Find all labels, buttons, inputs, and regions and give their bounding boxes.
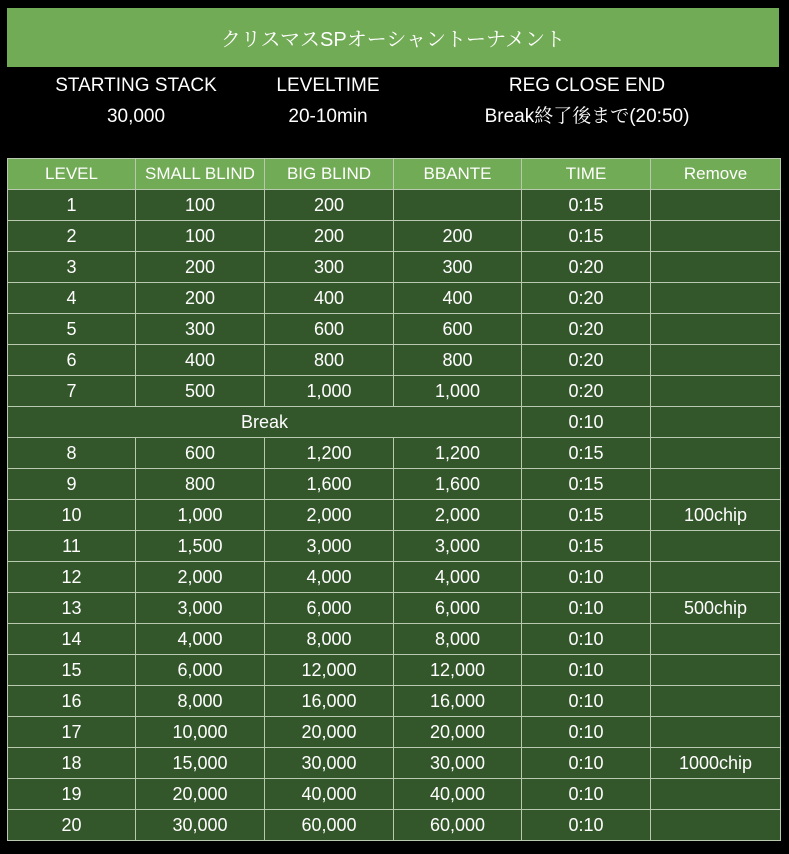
cell-bbante: 20,000 (394, 717, 522, 748)
cell-big-blind: 20,000 (265, 717, 394, 748)
cell-remove: 500chip (651, 593, 781, 624)
cell-level: 18 (8, 748, 136, 779)
cell-remove (651, 686, 781, 717)
cell-remove (651, 562, 781, 593)
cell-remove (651, 283, 781, 314)
cell-big-blind: 60,000 (265, 810, 394, 841)
cell-bbante: 12,000 (394, 655, 522, 686)
header-remove: Remove (651, 159, 781, 190)
cell-level: 6 (8, 345, 136, 376)
cell-level: 17 (8, 717, 136, 748)
cell-level: 16 (8, 686, 136, 717)
cell-small-blind: 20,000 (136, 779, 265, 810)
cell-level: 1 (8, 190, 136, 221)
cell-small-blind: 6,000 (136, 655, 265, 686)
cell-remove (651, 717, 781, 748)
cell-bbante: 4,000 (394, 562, 522, 593)
cell-big-blind: 400 (265, 283, 394, 314)
cell-big-blind: 800 (265, 345, 394, 376)
cell-small-blind: 300 (136, 314, 265, 345)
cell-big-blind: 16,000 (265, 686, 394, 717)
cell-small-blind: 500 (136, 376, 265, 407)
cell-bbante: 800 (394, 345, 522, 376)
cell-bbante: 1,000 (394, 376, 522, 407)
table-row (8, 190, 781, 221)
table-row (8, 252, 781, 283)
cell-level: 15 (8, 655, 136, 686)
cell-big-blind: 600 (265, 314, 394, 345)
cell-time: 0:10 (522, 655, 651, 686)
cell-big-blind: 8,000 (265, 624, 394, 655)
cell-big-blind: 200 (265, 190, 394, 221)
cell-bbante: 16,000 (394, 686, 522, 717)
cell-bbante: 8,000 (394, 624, 522, 655)
break-row (8, 407, 781, 438)
cell-level: 20 (8, 810, 136, 841)
cell-remove (651, 190, 781, 221)
table-row (8, 438, 781, 469)
cell-time: 0:20 (522, 314, 651, 345)
cell-bbante: 6,000 (394, 593, 522, 624)
tournament-title: クリスマスSPオーシャントーナメント (7, 8, 779, 67)
cell-small-blind: 8,000 (136, 686, 265, 717)
cell-big-blind: 4,000 (265, 562, 394, 593)
cell-bbante: 40,000 (394, 779, 522, 810)
cell-time: 0:10 (522, 686, 651, 717)
cell-small-blind: 600 (136, 438, 265, 469)
cell-small-blind: 200 (136, 283, 265, 314)
header-small-blind: SMALL BLIND (136, 159, 265, 190)
table-row (8, 376, 781, 407)
table-row (8, 686, 781, 717)
table-row (8, 469, 781, 500)
starting-stack-label: STARTING STACK (55, 75, 217, 96)
cell-remove (651, 624, 781, 655)
cell-remove (651, 779, 781, 810)
table-row (8, 748, 781, 779)
cell-level: 8 (8, 438, 136, 469)
cell-time: 0:15 (522, 221, 651, 252)
cell-small-blind: 2,000 (136, 562, 265, 593)
cell-time: 0:10 (522, 407, 651, 438)
cell-time: 0:10 (522, 562, 651, 593)
table-row (8, 531, 781, 562)
cell-remove (651, 345, 781, 376)
table-row (8, 283, 781, 314)
cell-time: 0:15 (522, 469, 651, 500)
cell-bbante: 60,000 (394, 810, 522, 841)
cell-level: 5 (8, 314, 136, 345)
reg-close-value: Break終了後まで(20:50) (484, 106, 690, 127)
cell-time: 0:10 (522, 748, 651, 779)
header-bbante: BBANTE (394, 159, 522, 190)
cell-small-blind: 4,000 (136, 624, 265, 655)
cell-remove (651, 221, 781, 252)
cell-remove (651, 655, 781, 686)
cell-time: 0:10 (522, 717, 651, 748)
break-label: Break (8, 407, 522, 438)
cell-time: 0:15 (522, 500, 651, 531)
cell-bbante: 1,200 (394, 438, 522, 469)
table-header-row (8, 159, 781, 190)
cell-big-blind: 3,000 (265, 531, 394, 562)
cell-big-blind: 40,000 (265, 779, 394, 810)
table-row (8, 624, 781, 655)
starting-stack-value: 30,000 (106, 106, 166, 127)
cell-big-blind: 1,600 (265, 469, 394, 500)
blind-structure-table-wrap (7, 158, 780, 841)
cell-small-blind: 400 (136, 345, 265, 376)
starting-stack-info (20, 70, 252, 128)
cell-remove (651, 469, 781, 500)
cell-bbante: 30,000 (394, 748, 522, 779)
cell-time: 0:10 (522, 624, 651, 655)
cell-big-blind: 300 (265, 252, 394, 283)
table-row (8, 717, 781, 748)
cell-big-blind: 12,000 (265, 655, 394, 686)
cell-bbante: 2,000 (394, 500, 522, 531)
cell-time: 0:20 (522, 283, 651, 314)
cell-small-blind: 100 (136, 190, 265, 221)
cell-small-blind: 3,000 (136, 593, 265, 624)
cell-small-blind: 1,500 (136, 531, 265, 562)
cell-small-blind: 100 (136, 221, 265, 252)
cell-level: 13 (8, 593, 136, 624)
table-row (8, 221, 781, 252)
table-row (8, 314, 781, 345)
blind-structure-table (7, 158, 781, 841)
header-level: LEVEL (8, 159, 136, 190)
header-time: TIME (522, 159, 651, 190)
cell-time: 0:15 (522, 438, 651, 469)
leveltime-info (243, 70, 413, 128)
cell-small-blind: 10,000 (136, 717, 265, 748)
cell-level: 11 (8, 531, 136, 562)
cell-small-blind: 200 (136, 252, 265, 283)
cell-level: 7 (8, 376, 136, 407)
cell-time: 0:20 (522, 345, 651, 376)
cell-level: 3 (8, 252, 136, 283)
cell-small-blind: 800 (136, 469, 265, 500)
cell-time: 0:20 (522, 252, 651, 283)
cell-remove (651, 438, 781, 469)
cell-remove (651, 314, 781, 345)
table-row (8, 562, 781, 593)
cell-time: 0:15 (522, 531, 651, 562)
cell-remove (651, 407, 781, 438)
cell-big-blind: 1,200 (265, 438, 394, 469)
cell-time: 0:10 (522, 810, 651, 841)
header-big-blind: BIG BLIND (265, 159, 394, 190)
reg-close-info (413, 70, 761, 128)
cell-remove (651, 531, 781, 562)
cell-bbante: 3,000 (394, 531, 522, 562)
cell-level: 2 (8, 221, 136, 252)
cell-remove (651, 376, 781, 407)
cell-bbante: 400 (394, 283, 522, 314)
cell-level: 4 (8, 283, 136, 314)
leveltime-label: LEVELTIME (276, 75, 380, 96)
cell-remove: 100chip (651, 500, 781, 531)
cell-time: 0:10 (522, 593, 651, 624)
cell-big-blind: 200 (265, 221, 394, 252)
cell-time: 0:20 (522, 376, 651, 407)
cell-level: 14 (8, 624, 136, 655)
cell-time: 0:15 (522, 190, 651, 221)
cell-bbante: 1,600 (394, 469, 522, 500)
reg-close-label: REG CLOSE END (508, 75, 666, 96)
cell-big-blind: 1,000 (265, 376, 394, 407)
cell-remove (651, 252, 781, 283)
cell-bbante: 200 (394, 221, 522, 252)
table-row (8, 779, 781, 810)
cell-time: 0:10 (522, 779, 651, 810)
table-row (8, 810, 781, 841)
cell-remove (651, 810, 781, 841)
table-row (8, 345, 781, 376)
cell-big-blind: 2,000 (265, 500, 394, 531)
cell-remove: 1000chip (651, 748, 781, 779)
cell-level: 19 (8, 779, 136, 810)
cell-bbante: 300 (394, 252, 522, 283)
table-row (8, 500, 781, 531)
cell-small-blind: 15,000 (136, 748, 265, 779)
cell-small-blind: 1,000 (136, 500, 265, 531)
table-body (8, 190, 781, 841)
cell-level: 9 (8, 469, 136, 500)
cell-big-blind: 30,000 (265, 748, 394, 779)
cell-level: 10 (8, 500, 136, 531)
cell-bbante: 600 (394, 314, 522, 345)
cell-big-blind: 6,000 (265, 593, 394, 624)
table-row (8, 593, 781, 624)
table-row (8, 655, 781, 686)
leveltime-value: 20-10min (288, 106, 368, 127)
cell-bbante (394, 190, 522, 221)
cell-level: 12 (8, 562, 136, 593)
cell-small-blind: 30,000 (136, 810, 265, 841)
